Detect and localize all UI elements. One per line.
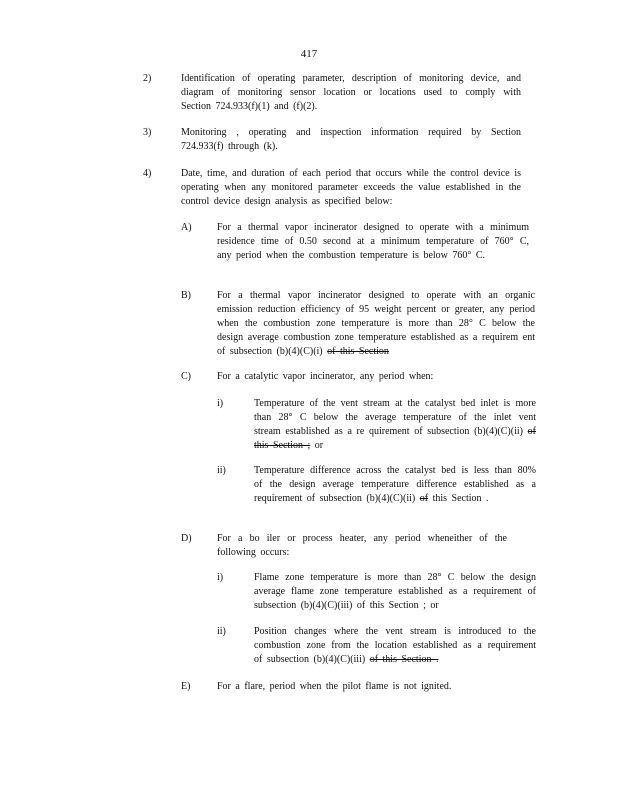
item-text: Identification of operating parameter, description of monitoring device, and diagram of monitoring sensor location or locations used to comply with Section 724.933(f)(1) and (f)(2). xyxy=(181,73,521,112)
struck-text: of this Section . xyxy=(369,654,439,665)
item-label: 4) xyxy=(143,168,152,179)
item-text: Date, time, and duration of each period that occurs while the control device is operating when any monitored parameter exceeds the value established in the control device design analysis as specified below: xyxy=(181,168,521,207)
subitem-text: For a catalytic vapor incinerator, any period when: xyxy=(217,371,434,382)
subitem-text xyxy=(254,625,536,667)
subitem-text: For a thermal vapor incinerator designed to operate with a minimum residence time of 0.50 second at a minimum temperature of 760° C, any period when the combustion temperature is below 760° C. xyxy=(217,222,529,261)
subitem-text-main: For a thermal vapor incinerator designed to operate with an organic emission reduction efficiency of 95 weight percent or greater, any period when the combustion zone temperature is more than 28° C below the design average combustion zone temperature established as a requirem ent of subsection (b)(4)(C)(i) xyxy=(217,290,535,357)
subitem-label: B) xyxy=(181,290,191,301)
subitem-text: For a flare, period when the pilot flame is not ignited. xyxy=(217,681,452,692)
subitem-text xyxy=(254,464,536,506)
page-number: 417 xyxy=(300,48,318,60)
subitem-text: For a bo iler or process heater, any period wheneither of the following occurs: xyxy=(217,533,507,558)
subitem-text: Flame zone temperature is more than 28° C below the design average flame zone temperature established as a requirement of subsection (b)(4)(C)(iii) of this Section ; or xyxy=(254,572,536,611)
subitem-text xyxy=(217,289,535,359)
subitem-text-tail: or xyxy=(314,440,324,451)
subitem-text xyxy=(254,397,536,453)
subitem-label: ii) xyxy=(217,465,226,476)
struck-text: of this Section xyxy=(327,346,389,357)
subitem-text-main: Position changes where the vent stream is introduced to the combustion zone from the location established as a requirement of subsection (b)(4)(C)(iii) xyxy=(254,626,536,665)
subitem-label: C) xyxy=(181,371,191,382)
subitem-label: i) xyxy=(217,572,224,583)
item-label: 3) xyxy=(143,127,152,138)
subitem-text-main: Temperature difference across the catalyst bed is less than 80% of the design average temperature difference established as a requirement of subsection (b)(4)(C)(ii) xyxy=(254,465,536,504)
item-label: 2) xyxy=(143,73,152,84)
struck-text: of xyxy=(419,493,429,504)
subitem-text-main: Temperature of the vent stream at the catalyst bed inlet is more than 28° C below the average temperature of the inlet vent stream established as a re quirement of subsection (b)(4)(C)(ii) xyxy=(254,398,536,437)
struck-text: of this Section ; xyxy=(254,426,537,451)
subitem-label: i) xyxy=(217,398,224,409)
subitem-label: A) xyxy=(181,222,192,233)
item-text: Monitoring , operating and inspection information required by Section 724.933(f) through (k). xyxy=(181,127,521,152)
subitem-label: ii) xyxy=(217,626,226,637)
subitem-label: E) xyxy=(181,681,191,692)
subitem-label: D) xyxy=(181,533,192,544)
subitem-text-tail: this Section . xyxy=(432,493,489,504)
